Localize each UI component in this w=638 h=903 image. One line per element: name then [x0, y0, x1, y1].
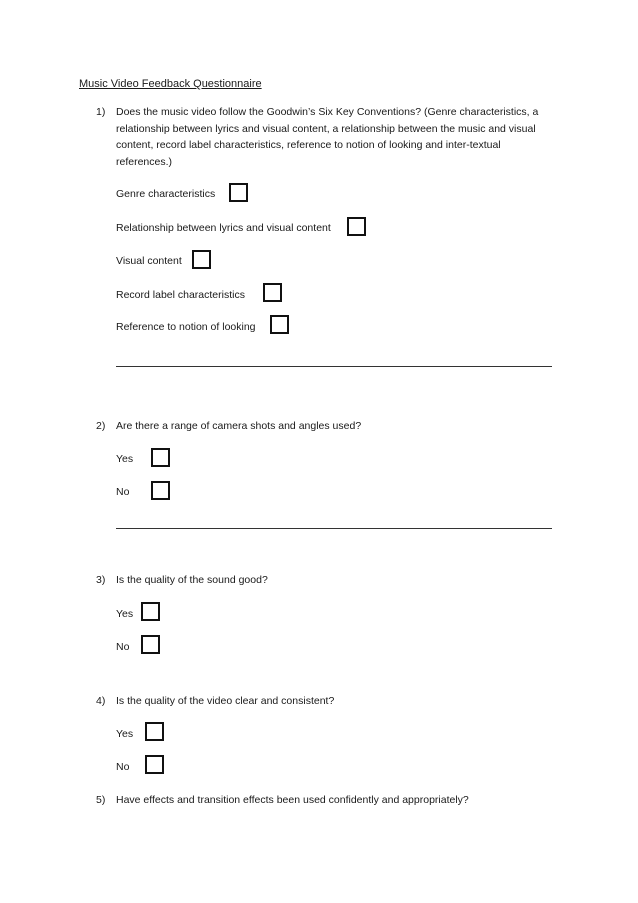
q1-option-looking-label: Reference to notion of looking: [116, 321, 256, 333]
q1-looking-checkbox[interactable]: [270, 315, 289, 334]
q4-no-checkbox[interactable]: [145, 755, 164, 774]
q1-option-record-label: Record label characteristics: [116, 289, 245, 301]
q1-answer-line[interactable]: [116, 366, 552, 367]
q4-yes-checkbox[interactable]: [145, 722, 164, 741]
q4-no-label: No: [116, 761, 130, 773]
question-3-text: Is the quality of the sound good?: [116, 574, 268, 586]
q3-yes-label: Yes: [116, 608, 134, 620]
q4-yes-label: Yes: [116, 728, 134, 740]
q1-option-lyrics-label: Relationship between lyrics and visual content: [116, 222, 331, 234]
q1-option-visual-label: Visual content: [116, 255, 182, 267]
q2-answer-line[interactable]: [116, 528, 552, 529]
question-1-number: 1): [96, 106, 106, 118]
q3-no-checkbox[interactable]: [141, 635, 160, 654]
q1-lyrics-checkbox[interactable]: [347, 217, 366, 236]
question-3-number: 3): [96, 574, 106, 586]
question-5-text: Have effects and transition effects been used confidently and appropriately?: [116, 794, 469, 806]
q1-option-genre-label: Genre characteristics: [116, 188, 216, 200]
q3-yes-checkbox[interactable]: [141, 602, 160, 621]
q2-yes-label: Yes: [116, 453, 134, 465]
q2-no-label: No: [116, 486, 130, 498]
question-2-number: 2): [96, 420, 106, 432]
question-2-text: Are there a range of camera shots and angles used?: [116, 420, 362, 432]
question-4-text: Is the quality of the video clear and consistent?: [116, 695, 335, 707]
q1-record-checkbox[interactable]: [263, 283, 282, 302]
q3-no-label: No: [116, 641, 130, 653]
question-1-text: Does the music video follow the Goodwin’s Six Key Conventions? (Genre characteristics, a relationship between lyrics and visual content, a relationship between the music and visual content, record label characteristics, reference to notion of looking and inter-textual references.): [116, 106, 539, 168]
q2-yes-checkbox[interactable]: [151, 448, 170, 467]
q2-no-checkbox[interactable]: [151, 481, 170, 500]
q1-visual-checkbox[interactable]: [192, 250, 211, 269]
q1-genre-checkbox[interactable]: [229, 183, 248, 202]
question-4-number: 4): [96, 695, 106, 707]
page-title: Music Video Feedback Questionnaire: [79, 78, 262, 90]
question-5-number: 5): [96, 794, 106, 806]
